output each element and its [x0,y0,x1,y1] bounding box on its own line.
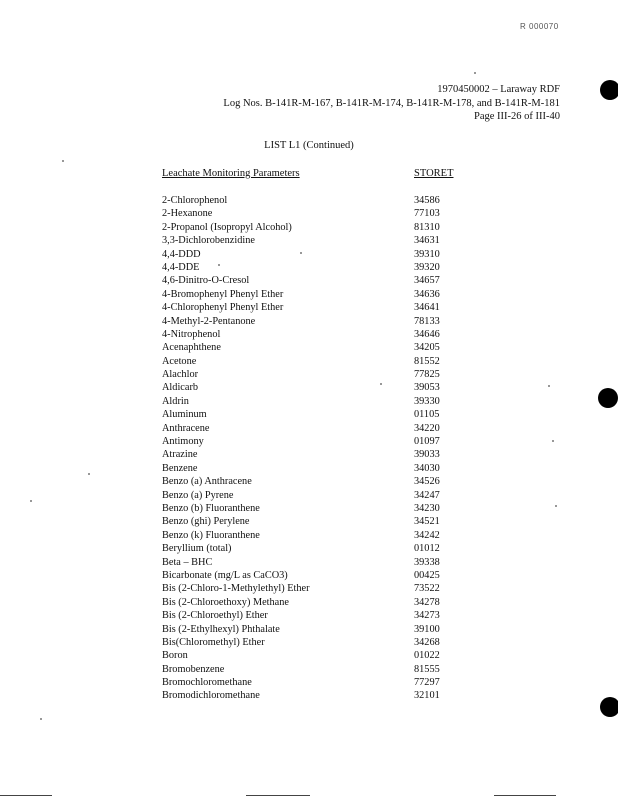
parameter-name: Benzo (ghi) Perylene [162,516,250,528]
storet-column-header: STORET [414,168,454,179]
parameter-name: Bis (2-Chloroethoxy) Methane [162,596,289,608]
list-row [162,408,482,421]
parameter-name: Bis (2-Ethylhexyl) Phthalate [162,623,280,635]
parameter-name: Benzo (a) Pyrene [162,489,234,501]
parameter-name: Acetone [162,355,197,367]
parameter-name: 4-Bromophenyl Phenyl Ether [162,288,284,300]
list-row [162,636,482,649]
list-row [162,328,482,341]
storet-code: 34230 [414,502,440,514]
parameter-name: Atrazine [162,449,198,461]
list-row [162,689,482,702]
parameter-name: Beta – BHC [162,556,213,568]
list-row [162,596,482,609]
scan-rule-right [494,795,556,796]
storet-code: 00425 [414,569,440,581]
storet-code: 73522 [414,583,440,595]
list-row [162,368,482,381]
storet-code: 39033 [414,449,440,461]
storet-code: 34220 [414,422,440,434]
list-row [162,435,482,448]
list-row [162,489,482,502]
parameter-name: Antimony [162,436,204,448]
scan-speck [548,385,550,387]
list-row [162,248,482,261]
parameter-column-header: Leachate Monitoring Parameters [162,168,300,179]
punch-hole-bottom [600,697,618,717]
list-row [162,422,482,435]
list-row [162,569,482,582]
list-row [162,515,482,528]
storet-code: 34278 [414,596,440,608]
parameter-name: Bis (2-Chloroethyl) Ether [162,610,268,622]
list-row [162,274,482,287]
list-row [162,288,482,301]
parameter-name: 2-Propanol (Isopropyl Alcohol) [162,221,292,233]
parameter-name: Bicarbonate (mg/L as CaCO3) [162,569,288,581]
scan-rule-left [0,795,52,796]
parameter-name: Benzo (k) Fluoranthene [162,529,260,541]
scan-rule-center [246,795,310,796]
parameter-list [162,194,482,703]
parameter-name: 4-Methyl-2-Pentanone [162,315,256,327]
parameter-name: Bis (2-Chloro-1-Methylethyl) Ether [162,583,310,595]
punch-hole-top [600,80,618,100]
list-row [162,381,482,394]
scan-speck [300,252,302,254]
parameter-name: Alachlor [162,369,199,381]
parameter-name: Aldicarb [162,382,199,394]
document-header [223,83,560,124]
list-row [162,623,482,636]
list-row [162,207,482,220]
storet-code: 39330 [414,395,440,407]
parameter-name: Benzo (b) Fluoranthene [162,502,260,514]
list-row [162,649,482,662]
storet-code: 34273 [414,610,440,622]
list-row [162,529,482,542]
storet-code: 34636 [414,288,440,300]
storet-code: 39100 [414,623,440,635]
parameter-name: Bromochloromethane [162,677,252,689]
scan-speck [555,505,557,507]
punch-hole-middle [598,388,618,408]
storet-code: 39320 [414,261,440,273]
storet-code: 34641 [414,302,440,314]
storet-code: 81552 [414,355,440,367]
list-row [162,582,482,595]
list-row [162,663,482,676]
scan-speck [218,264,220,266]
storet-code: 34521 [414,516,440,528]
parameter-name: 2-Chlorophenol [162,195,228,206]
list-row [162,234,482,247]
list-row [162,542,482,555]
storet-code: 34242 [414,529,440,541]
storet-code: 34247 [414,489,440,501]
scan-speck [474,72,476,74]
scan-speck [380,383,382,385]
parameter-name: Aldrin [162,395,189,407]
list-row [162,301,482,314]
storet-code: 01012 [414,543,440,555]
storet-code: 77825 [414,369,440,381]
list-row [162,475,482,488]
storet-code: 81310 [414,221,440,233]
storet-code: 39338 [414,556,440,568]
storet-code: 01105 [414,409,440,421]
parameter-name: 4,4-DDD [162,248,201,260]
list-row [162,315,482,328]
storet-code: 39053 [414,382,440,394]
parameter-name: Anthracene [162,422,210,434]
parameter-name: Bis(Chloromethyl) Ether [162,636,265,648]
storet-code: 81555 [414,663,440,675]
parameter-name: 4-Chlorophenyl Phenyl Ether [162,302,284,314]
storet-code: 01097 [414,436,440,448]
storet-code: 34526 [414,476,440,488]
storet-code: 01022 [414,650,440,662]
list-row [162,395,482,408]
storet-code: 34631 [414,235,440,247]
parameter-name: Benzene [162,462,198,474]
scan-speck [40,718,42,720]
list-row [162,556,482,569]
storet-code: 78133 [414,315,440,327]
bates-number: R 000070 [520,22,559,31]
header-facility-line: 1970450002 – Laraway RDF [437,84,560,95]
parameter-name: Benzo (a) Anthracene [162,476,252,488]
storet-code: 34646 [414,328,440,340]
list-row [162,448,482,461]
storet-code: 34268 [414,636,440,648]
storet-code: 34586 [414,195,440,206]
list-row [162,676,482,689]
storet-code: 39310 [414,248,440,260]
list-row [162,221,482,234]
parameter-name: Acenaphthene [162,342,221,354]
list-row [162,194,482,207]
parameter-name: Bromodichloromethane [162,690,260,702]
scan-speck [62,160,64,162]
list-row [162,341,482,354]
list-row [162,502,482,515]
storet-code: 34030 [414,462,440,474]
parameter-name: 4,6-Dinitro-O-Cresol [162,275,250,287]
parameter-name: 2-Hexanone [162,208,213,220]
list-row [162,609,482,622]
list-title: LIST L1 (Continued) [264,140,354,151]
storet-code: 34657 [414,275,440,287]
storet-code: 77297 [414,677,440,689]
parameter-name: 3,3-Dichlorobenzidine [162,235,255,247]
list-row [162,462,482,475]
parameter-name: Boron [162,650,188,662]
storet-code: 34205 [414,342,440,354]
list-row [162,261,482,274]
parameter-name: Beryllium (total) [162,543,232,555]
parameter-name: Aluminum [162,409,207,421]
parameter-name: 4,4-DDE [162,261,200,273]
scan-speck [30,500,32,502]
header-log-numbers: Log Nos. B-141R-M-167, B-141R-M-174, B-141R-M-178, and B-141R-M-181 [223,97,560,109]
scan-speck [88,473,90,475]
header-page-number: Page III-26 of III-40 [473,111,560,122]
storet-code: 77103 [414,208,440,220]
list-row [162,355,482,368]
scan-speck [552,440,554,442]
parameter-name: 4-Nitrophenol [162,328,221,340]
storet-code: 32101 [414,690,440,702]
parameter-name: Bromobenzene [162,663,225,675]
